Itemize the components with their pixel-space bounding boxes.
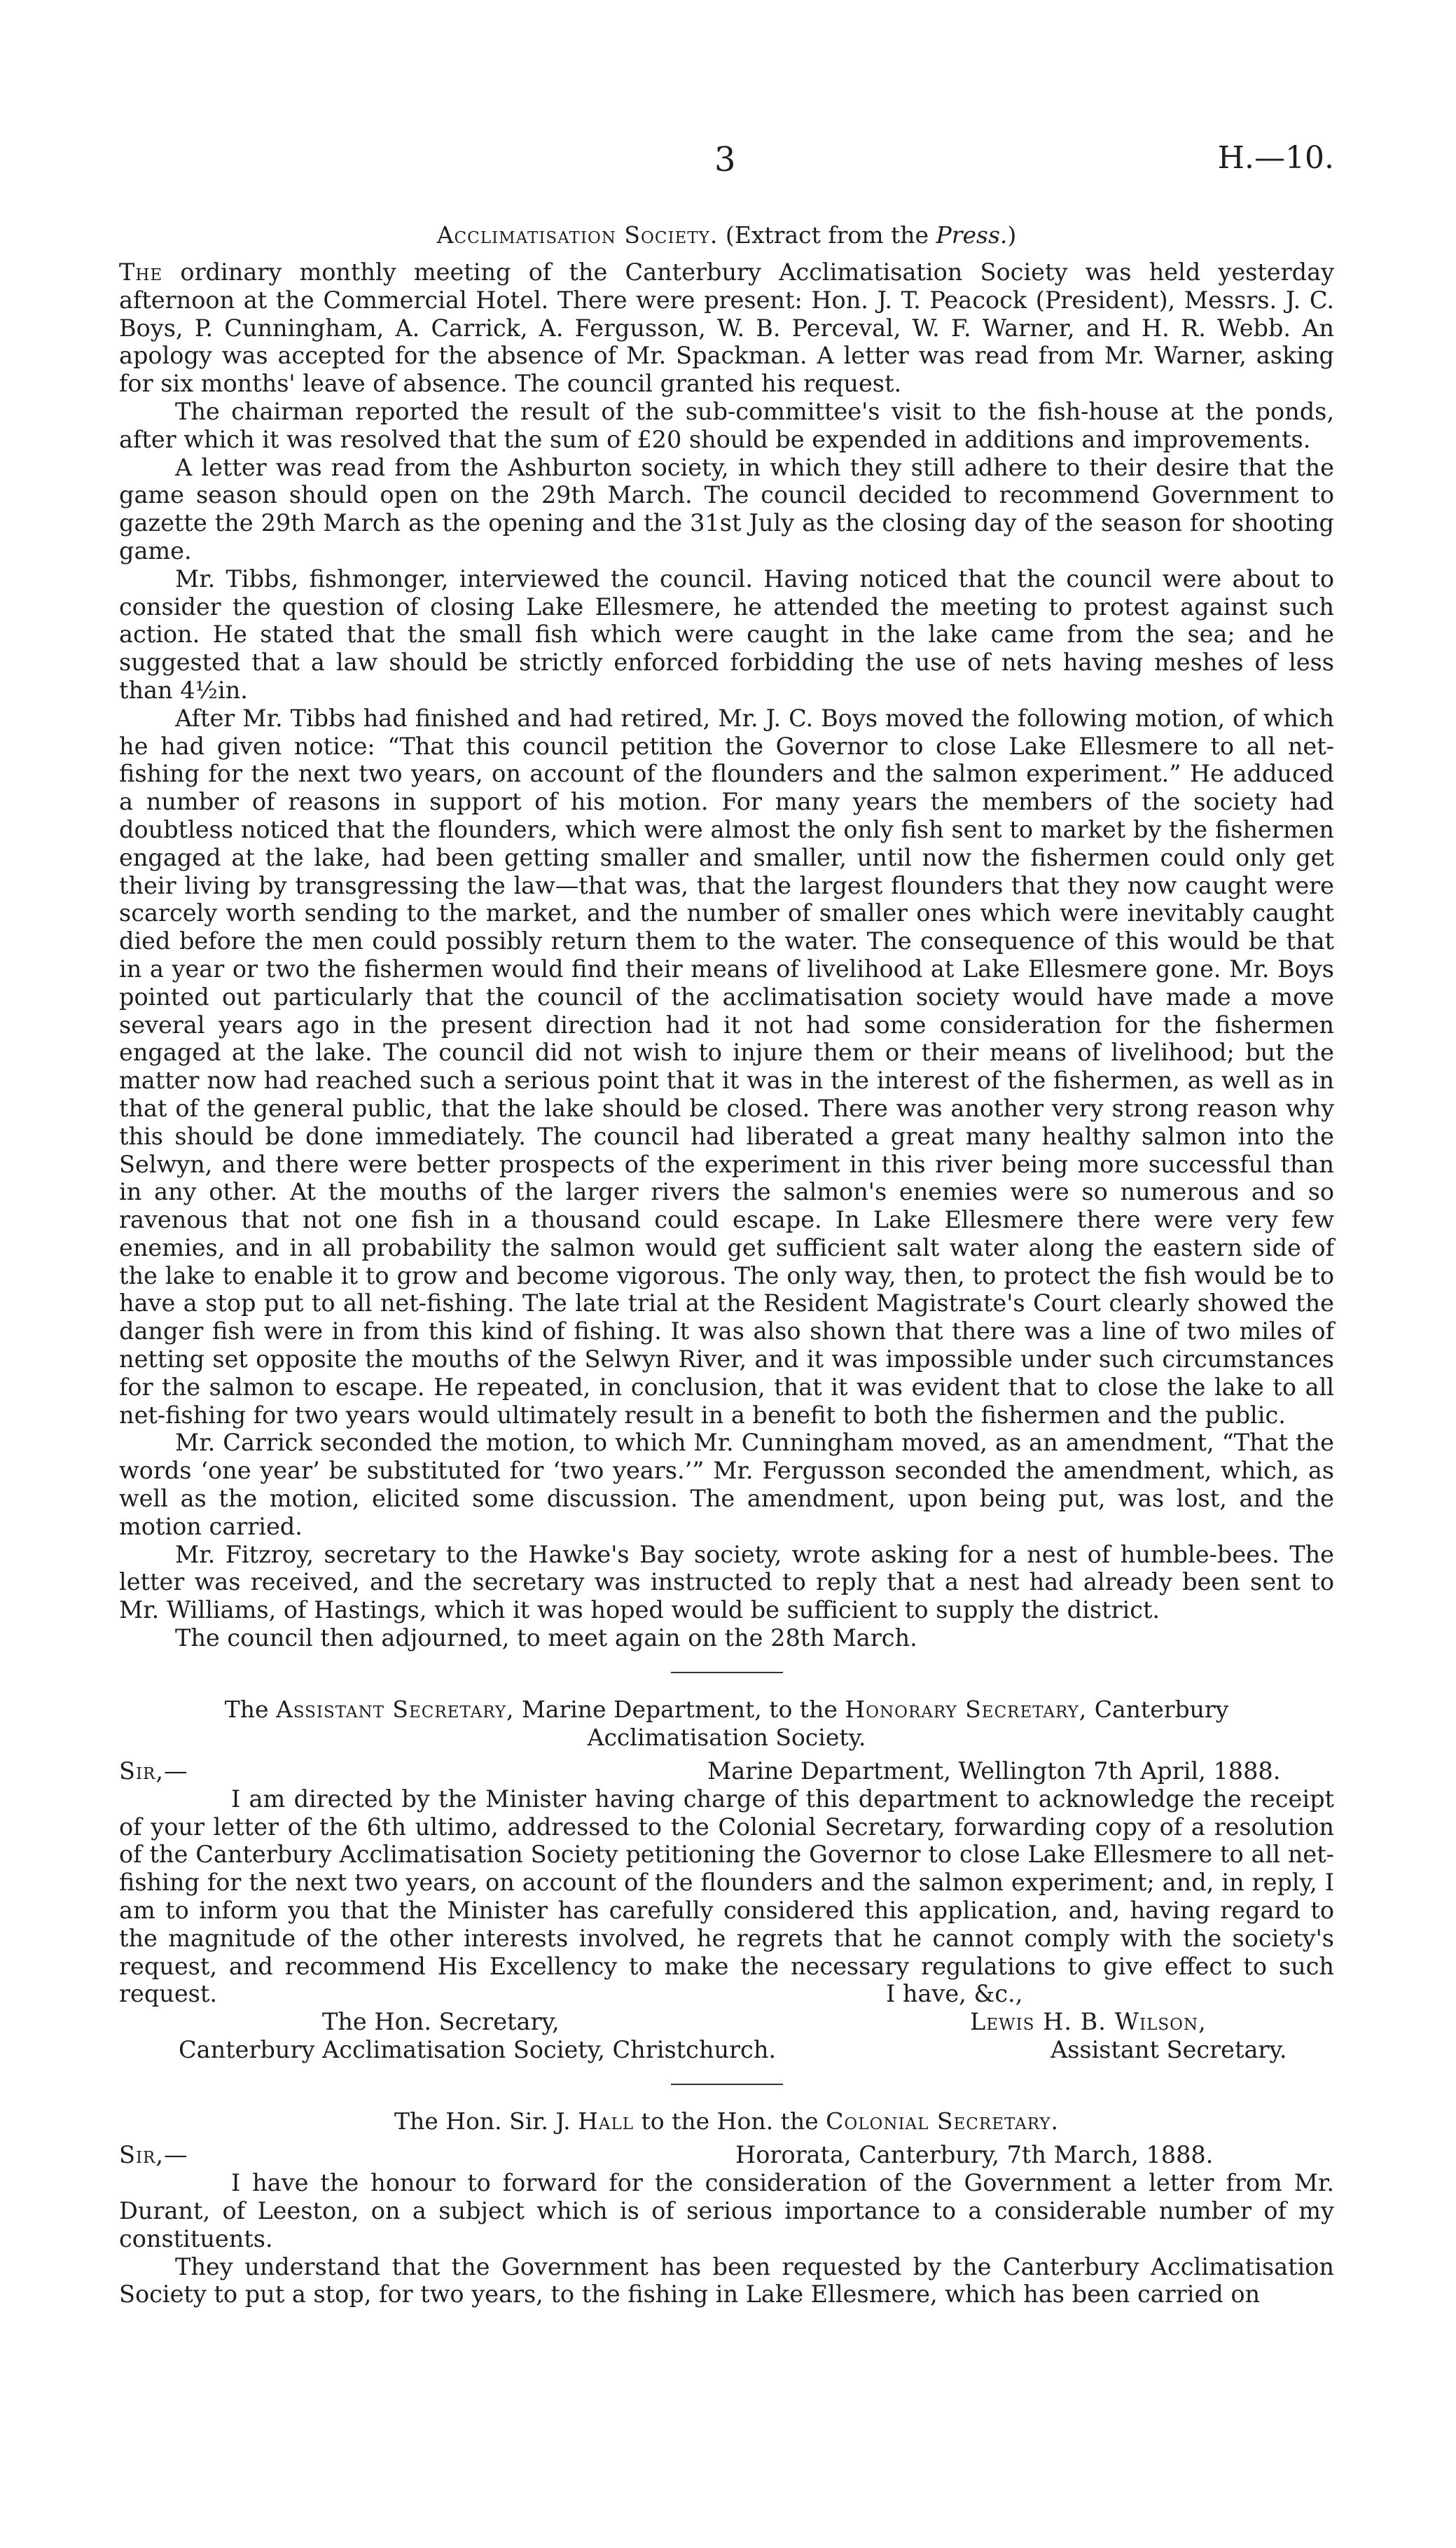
letter-2-to: Colonial Secretary. [826, 2107, 1059, 2135]
article-paragraph-4: Mr. Tibbs, fishmonger, interviewed the council. Having noticed that the council were about to consider the question of closing Lake Ellesmere, he attended the meeting to protest against such action. He stated that the small fish which were caught in the lake came from the sea; and he suggested that a law should be strictly enforced forbidding the use of nets having meshes of less than 4½in. [119, 565, 1334, 704]
article-title-source: Press. [936, 221, 1008, 249]
article-paragraph-1 [119, 258, 1334, 398]
letter-2-place-date: Hororata, Canterbury, 7th March, 1888. [735, 2141, 1214, 2169]
page-header [119, 140, 1334, 196]
letter-2-body-1: I have the honour to forward for the consideration of the Government a letter from Mr. Durant, of Leeston, on a subject which is of serious importance to a considerable number of my constituents. [119, 2169, 1334, 2252]
article-title [119, 221, 1334, 249]
letter-1-addressee-org: Canterbury Acclimatisation Society, Christchurch. [179, 2036, 777, 2064]
page-number: 3 [714, 140, 736, 179]
article-drop-word: The [119, 258, 163, 286]
letter-1-closing: I have, &c., [886, 1980, 1023, 2008]
letter-1-heading-end: Canterbury Acclimatisation Society. [587, 1695, 1229, 1751]
letter-1-salutation: Sir,— [119, 1757, 188, 1785]
letter-1-to: Honorary Secretary, [845, 1695, 1088, 1723]
document-reference: H.—10. [1217, 140, 1334, 176]
article-paragraph-1-text: ordinary monthly meeting of the Canterbury Acclimatisation Society was held yesterday afternoon at the Commercial Hotel. There were present: Hon. J. T. Peacock (President), Messrs. J. C. Boys, P. Cunningham, A. Carrick, A. Fergusson, W. B. Perceval, W. F. Warner, and H. R. Webb. An apology was accepted for the absence of Mr. Spackman. A letter was read from Mr. Warner, asking for six months' leave of absence. The council granted his request. [119, 258, 1334, 398]
letter-1-salutation-row [119, 1757, 1334, 1785]
letter-1-heading [147, 1696, 1306, 1752]
article-paragraph-8: The council then adjourned, to meet again on the 28th March. [175, 1624, 917, 1652]
letter-1-heading-the: The [224, 1695, 276, 1723]
letter-2-salutation-row [119, 2141, 1334, 2169]
letter-2-body-2: They understand that the Government has been requested by the Canterbury Acclimatisation Society to put a stop, for two years, to the fishing in Lake Ellesmere, which has been carried on [119, 2252, 1334, 2308]
section-divider-2 [671, 2084, 783, 2085]
article-paragraph-5: After Mr. Tibbs had finished and had retired, Mr. J. C. Boys moved the following motion, of which he had given notice: “That this council petition the Governor to close Lake Ellesmere to all net-fishing for the next two years, on account of the flounders and the salmon experiment.” He adduced a number of reasons in support of his motion. For many years the members of the society had doubtless noticed that the flounders, which were almost the only fish sent to market by the fishermen engaged at the lake, had been getting smaller and smaller, until now the fishermen could only get their living by transgressing the law—that was, that the largest flounders that they now caught were scarcely worth sending to the market, and the number of smaller ones which were inevitably caught died before the men could possibly return them to the water. The consequence of this would be that in a year or two the fishermen would find their means of livelihood at Lake Ellesmere gone. Mr. Boys pointed out particularly that the council of the acclimatisation society would have made a move several years ago in the present direction had it not had some consideration for the fishermen engaged at the lake. The council did not wish to injure them or their means of livelihood; but the matter now had reached such a serious point that it was in the interest of the fishermen, as well as in that of the general public, that the lake should be closed. There was another very strong reason why this should be done immediately. The council had liberated a great many healthy salmon into the Selwyn, and there were better prospects of the experiment in this river being more successful than in any other. At the mouths of the larger rivers the salmon's enemies were so numerous and so ravenous that not one fish in a thousand could escape. In Lake Ellesmere there were very few enemies, and in all probability the salmon would get sufficient salt water along the eastern side of the lake to enable it to grow and become vigorous. The only way, then, to protect the fish would be to have a stop put to all net-fishing. The late trial at the Resident Magistrate's Court clearly showed the danger fish were in from this kind of fishing. It was also shown that there was a line of two miles of netting set opposite the mouths of the Selwyn River, and it was impossible under such circumstances for the salmon to escape. He repeated, in conclusion, that it was evident that to close the lake to all net-fishing for two years would ultimately result in a benefit to both the fishermen and the public. [119, 704, 1334, 1429]
section-divider [671, 1672, 783, 1673]
letter-1-heading-mid: Marine Department, to the [514, 1695, 845, 1723]
article-title-close: ) [1007, 221, 1017, 249]
letter-1-signer-name: Lewis H. B. Wilson, [970, 2008, 1207, 2036]
article-paragraph-3: A letter was read from the Ashburton society, in which they still adhere to their desire that the game season should open on the 29th March. The council decided to recommend Government to gazette the 29th March as the opening and the 31st July as the closing day of the season for shooting game. [119, 453, 1334, 565]
article-paragraph-2: The chairman reported the result of the sub-committee's visit to the fish-house at the ponds, after which it was resolved that the sum of £20 should be expended in additions and improvements. [119, 397, 1334, 453]
letter-1-body: I am directed by the Minister having charge of this department to acknowledge the receipt of your letter of the 6th ultimo, addressed to the Colonial Secretary, forwarding copy of a resolution of the Canterbury Acclimatisation Society petitioning the Governor to close Lake Ellesmere to all net-fishing for the next two years, on account of the flounders and the salmon experiment; and, in reply, I am to inform you that the Minister has carefully considered this application, and, having regard to the magnitude of the other interests involved, he regrets that he cannot comply with the society's request, and recommend His Excellency to make the necessary regulations to give effect to such request. [119, 1785, 1334, 2008]
letter-2-salutation: Sir,— [119, 2141, 188, 2169]
letter-1-signature-row-2 [119, 2036, 1334, 2064]
letter-1-signature-row-1 [119, 2008, 1334, 2036]
letter-2-heading-start: The Hon. Sir. J. [394, 2107, 578, 2135]
article-title-society: Acclimatisation Society. [436, 221, 719, 249]
letter-1-place-date: Marine Department, Wellington 7th April, 1888. [707, 1757, 1281, 1785]
letter-2-heading-mid: to the Hon. the [634, 2107, 826, 2135]
letter-1-closing-row [119, 1980, 1334, 2008]
article-paragraph-6: Mr. Carrick seconded the motion, to which Mr. Cunningham moved, as an amendment, “That the words ‘one year’ be substituted for ‘two years.’” Mr. Fergusson seconded the amendment, which, as well as the motion, elicited some discussion. The amendment, upon being put, was lost, and the motion carried. [119, 1429, 1334, 1540]
letter-1-addressee-title: The Hon. Secretary, [322, 2008, 560, 2036]
letter-2-from: Hall [578, 2107, 635, 2135]
article-paragraph-7: Mr. Fitzroy, secretary to the Hawke's Bay society, wrote asking for a nest of humble-bees. The letter was received, and the secretary was instructed to reply that a nest had already been sent to Mr. Williams, of Hastings, which it was hoped would be sufficient to supply the district. [119, 1540, 1334, 1624]
letter-1-signer-title: Assistant Secretary. [1051, 2036, 1287, 2064]
document-page [119, 140, 1334, 2308]
letter-1-from: Assistant Secretary, [275, 1695, 515, 1723]
letter-2-heading [147, 2107, 1306, 2135]
article-title-extract: (Extract from the [718, 221, 936, 249]
